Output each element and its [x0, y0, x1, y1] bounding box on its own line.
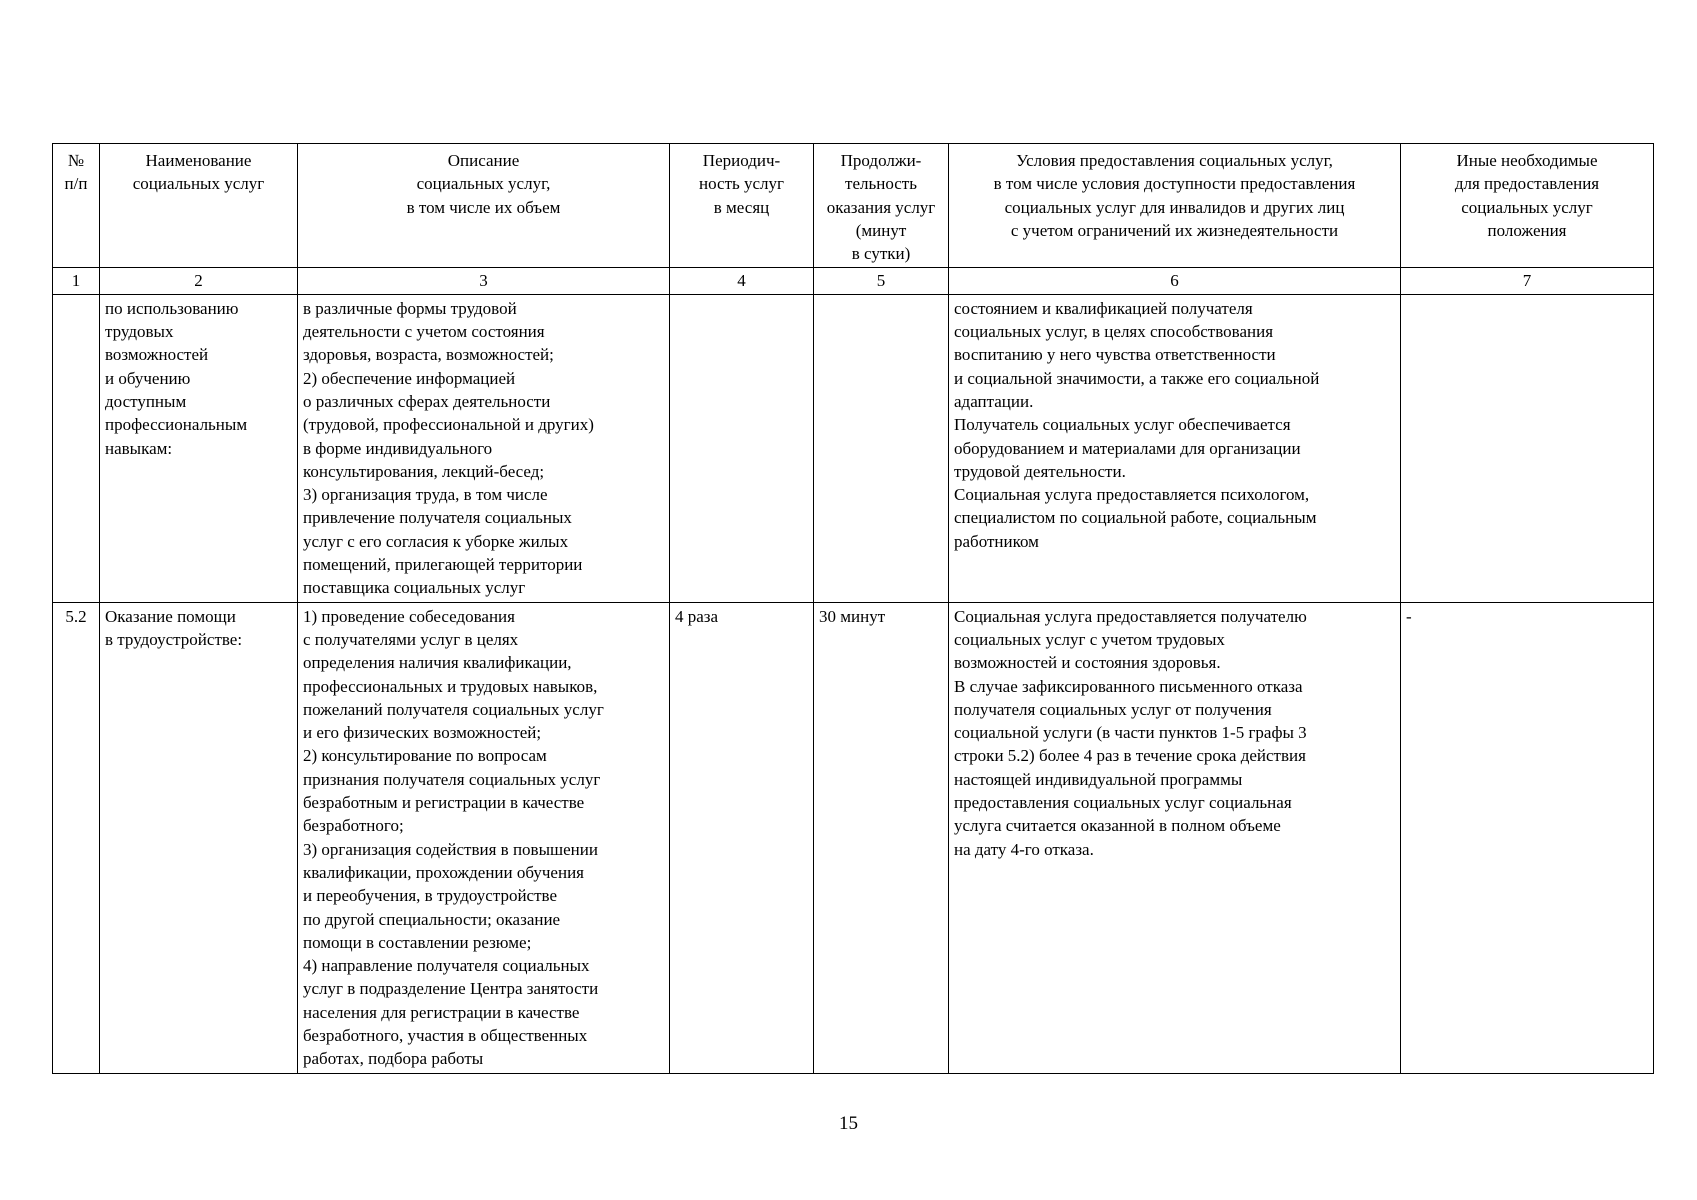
row-service-name: Оказание помощи в трудоустройстве:	[100, 602, 298, 1073]
header-description: Описание социальных услуг, в том числе их объем	[298, 144, 670, 268]
row-other: -	[1401, 602, 1654, 1073]
column-number: 1	[53, 268, 100, 294]
column-number: 7	[1401, 268, 1654, 294]
social-services-table	[52, 143, 1654, 1074]
row-duration	[814, 294, 949, 602]
row-service-name: по использованию трудовых возможностей и обучению доступным профессиональным навыкам:	[100, 294, 298, 602]
row-periodicity: 4 раза	[670, 602, 814, 1073]
header-num: № п/п	[53, 144, 100, 268]
row-duration: 30 минут	[814, 602, 949, 1073]
row-description: в различные формы трудовой деятельности с учетом состояния здоровья, возраста, возможностей; 2) обеспечение информацией о различных сферах деятельности (трудовой, профессиональной и других) в форме индивидуального консультирования, лекций-бесед; 3) организация труда, в том числе привлечение получателя социальных услуг с его согласия к уборке жилых помещений, прилегающей территории поставщика социальных услуг	[298, 294, 670, 602]
table-row	[53, 602, 1654, 1073]
row-description: 1) проведение собеседования с получателями услуг в целях определения наличия квалификации, профессиональных и трудовых навыков, пожеланий получателя социальных услуг и его физических возможностей; 2) консультирование по вопросам признания получателя социальных услуг безработным и регистрации в качестве безработного; 3) организация содействия в повышении квалификации, прохождении обучения и переобучения, в трудоустройстве по другой специальности; оказание помощи в составлении резюме; 4) направление получателя социальных услуг в подразделение Центра занятости населения для регистрации в качестве безработного, участия в общественных работах, подбора работы	[298, 602, 670, 1073]
row-num: 5.2	[53, 602, 100, 1073]
column-number: 3	[298, 268, 670, 294]
column-number: 4	[670, 268, 814, 294]
header-conditions: Условия предоставления социальных услуг, в том числе условия доступности предоставления социальных услуг для инвалидов и других лиц с учетом ограничений их жизнедеятельности	[949, 144, 1401, 268]
header-service-name: Наименование социальных услуг	[100, 144, 298, 268]
row-num	[53, 294, 100, 602]
row-other	[1401, 294, 1654, 602]
row-periodicity	[670, 294, 814, 602]
column-number: 2	[100, 268, 298, 294]
column-number: 5	[814, 268, 949, 294]
header-periodicity: Периодич- ность услуг в месяц	[670, 144, 814, 268]
row-conditions: состоянием и квалификацией получателя социальных услуг, в целях способствования воспитанию у него чувства ответственности и социальной значимости, а также его социальной адаптации. Получатель социальных услуг обеспечивается оборудованием и материалами для организации трудовой деятельности. Социальная услуга предоставляется психологом, специалистом по социальной работе, социальным работником	[949, 294, 1401, 602]
header-row	[53, 144, 1654, 268]
column-number: 6	[949, 268, 1401, 294]
header-duration: Продолжи- тельность оказания услуг (минут в сутки)	[814, 144, 949, 268]
row-conditions: Социальная услуга предоставляется получателю социальных услуг с учетом трудовых возможностей и состояния здоровья. В случае зафиксированного письменного отказа получателя социальных услуг от получения социальной услуги (в части пунктов 1-5 графы 3 строки 5.2) более 4 раз в течение срока действия настоящей индивидуальной программы предоставления социальных услуг социальная услуга считается оказанной в полном объеме на дату 4-го отказа.	[949, 602, 1401, 1073]
page-number: 15	[839, 1113, 858, 1134]
header-other: Иные необходимые для предоставления социальных услуг положения	[1401, 144, 1654, 268]
table-row	[53, 294, 1654, 602]
column-number-row	[53, 268, 1654, 294]
